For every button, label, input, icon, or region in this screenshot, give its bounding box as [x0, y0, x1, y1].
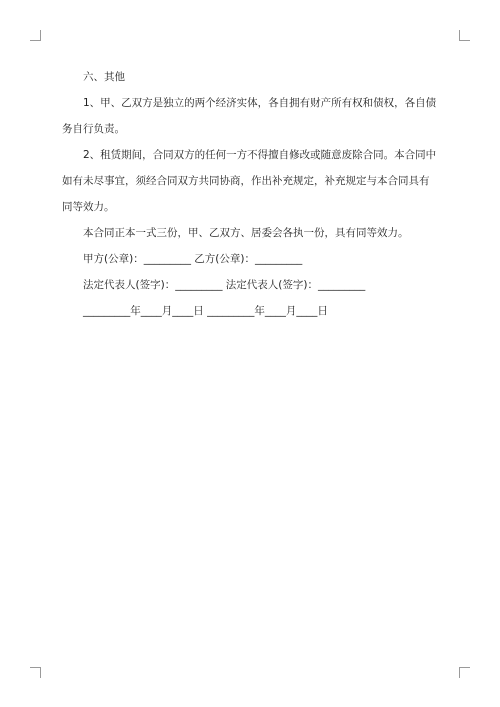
document-page-content: [62, 64, 438, 324]
page-corner-mark-bottom-left: [30, 667, 41, 678]
signature-line-representatives: 法定代表人(签字)：_________ 法定代表人(签字)：_________: [83, 279, 366, 291]
signature-line-dates: _________年____月____日 _________年____月____日: [83, 305, 328, 317]
section-heading: 六、其他: [83, 71, 125, 83]
page-corner-mark-top-right: [459, 30, 470, 41]
page-corner-mark-top-left: [30, 30, 41, 41]
clause-contract-modification: 2、租赁期间，合同双方的任何一方不得擅自修改或随意废除合同。本合同中如有未尽事宜，须经合同双方共同协商，作出补充规定，补充规定与本合同具有同等效力。: [62, 149, 437, 213]
signature-line-seals: 甲方(公章)：_________ 乙方(公章)：_________: [83, 253, 303, 265]
clause-independent-entities: 1、甲、乙双方是独立的两个经济实体，各自拥有财产所有权和债权，各自债务自行负责。: [62, 97, 437, 135]
page-corner-mark-bottom-right: [459, 667, 470, 678]
clause-copies: 本合同正本一式三份，甲、乙双方、居委会各执一份，具有同等效力。: [83, 227, 409, 239]
